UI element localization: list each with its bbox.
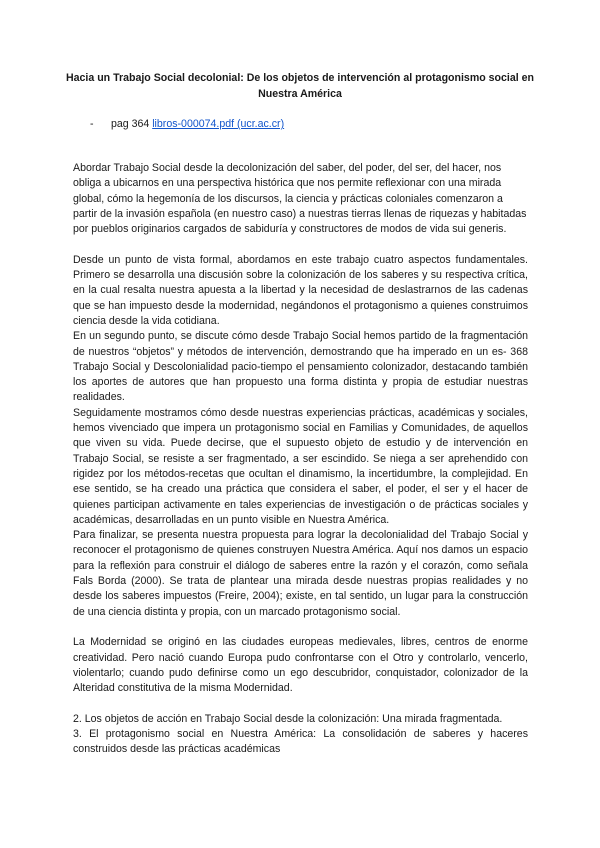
document-body [73, 161, 528, 758]
paragraph-gap [73, 696, 528, 711]
bullet-dash: - [90, 118, 94, 130]
paragraph-proposal: Para finalizar, se presenta nuestra propuesta para lograr la decolonialidad del Trabajo Social y reconocer el protagonismo de quienes construyen Nuestra América. Aquí nos damos un espacio para la reflexión para construir el diálogo de saberes entre la razón y el corazón, como señala Fals Borda (2000). Se trata de plantear una mirada desde nuestras propias realidades y no desde los saberes impuestos (Freire, 2004); existe, en tal sentido, un lugar para la construcción de una ciencia distinta y propia, con un marcado protagonismo social. [73, 529, 528, 618]
section-heading-2: 2. Los objetos de acción en Trabajo Social desde la colonización: Una mirada fragmentada. [73, 712, 503, 725]
paragraph-modernity: La Modernidad se originó en las ciudades europeas medievales, libres, centros de enorme creatividad. Pero nació cuando Europa pudo confrontarse con el Otro y controlarlo, vencerlo, violentarlo; cuando pudo definirse como un ego descubridor, conquistador, colonizador de la Alteridad constitutiva de la misma Modernidad. [73, 636, 528, 695]
pdf-link[interactable]: libros-000074.pdf (ucr.ac.cr) [152, 118, 285, 130]
section-heading-3: 3. El protagonismo social en Nuestra América: La consolidación de saberes y haceres construidos desde las prácticas académicas [73, 727, 528, 756]
document-title: Hacia un Trabajo Social decolonial: De los objetos de intervención al protagonismo social en Nuestra América [66, 72, 534, 100]
reference-line [90, 117, 284, 131]
paragraph-second-point: En un segundo punto, se discute cómo desde Trabajo Social hemos partido de la fragmentación de nuestros “objetos” y métodos de intervención, demostrando que ha imperado en un es- 368 Trabajo Social y Descolonialidad pacio-tiempo el pensamiento colonizador, destacando también los aportes de autores que han propuesto una forma distinta y propia de estudiar nuestras realidades. [73, 330, 528, 404]
paragraph-intro: Abordar Trabajo Social desde la decolonización del saber, del poder, del ser, del hacer, nos obliga a ubicarnos en una perspectiva histórica que nos permite reflexionar con una mirada global, cómo la hegemonía de los discursos, la ciencia y prácticas coloniales comenzaron a partir de la invasión española (en nuestro caso) a nuestras tierras llenas de riquezas y habitadas por pueblos originarios cargados de sabiduría y constructores de modos de vida sui generis. [73, 162, 527, 236]
paragraph-gap [73, 237, 528, 252]
paragraph-experiences: Seguidamente mostramos cómo desde nuestras experiencias prácticas, académicas y sociales, hemos vivenciado que impera un protagonismo social en Familias y Comunidades, de aquellos que viven su vida. Puede decirse, que el supuesto objeto de estudio y de intervención en Trabajo Social, se resiste a ser fragmentado, a ser escindido. Se niega a ser aprehendido con rigidez por los métodos-recetas que ocultan el dinamismo, la incertidumbre, la complejidad. En ese sentido, se ha creado una práctica que considera el saber, el poder, el ser y el hacer de quienes participan activamente en tales experiencias de investigación o de prácticas sociales y académicas, desarrolladas en un punto visible en Nuestra América. [73, 406, 528, 526]
paragraph-gap [73, 620, 528, 635]
paragraph-formal-aspects: Desde un punto de vista formal, abordamos en este trabajo cuatro aspectos fundamentales. Primero se desarrolla una discusión sobre la colonización de los saberes y su respectiva crítica, en la cual resalta nuestra apuesta a la libertad y la necesidad de deslastrarnos de las cadenas que se han impuesto desde la modernidad, negándonos el protagonismo a quienes construimos ciencia desde la vida cotidiana. [73, 253, 528, 327]
page-reference: pag 364 [110, 118, 150, 130]
